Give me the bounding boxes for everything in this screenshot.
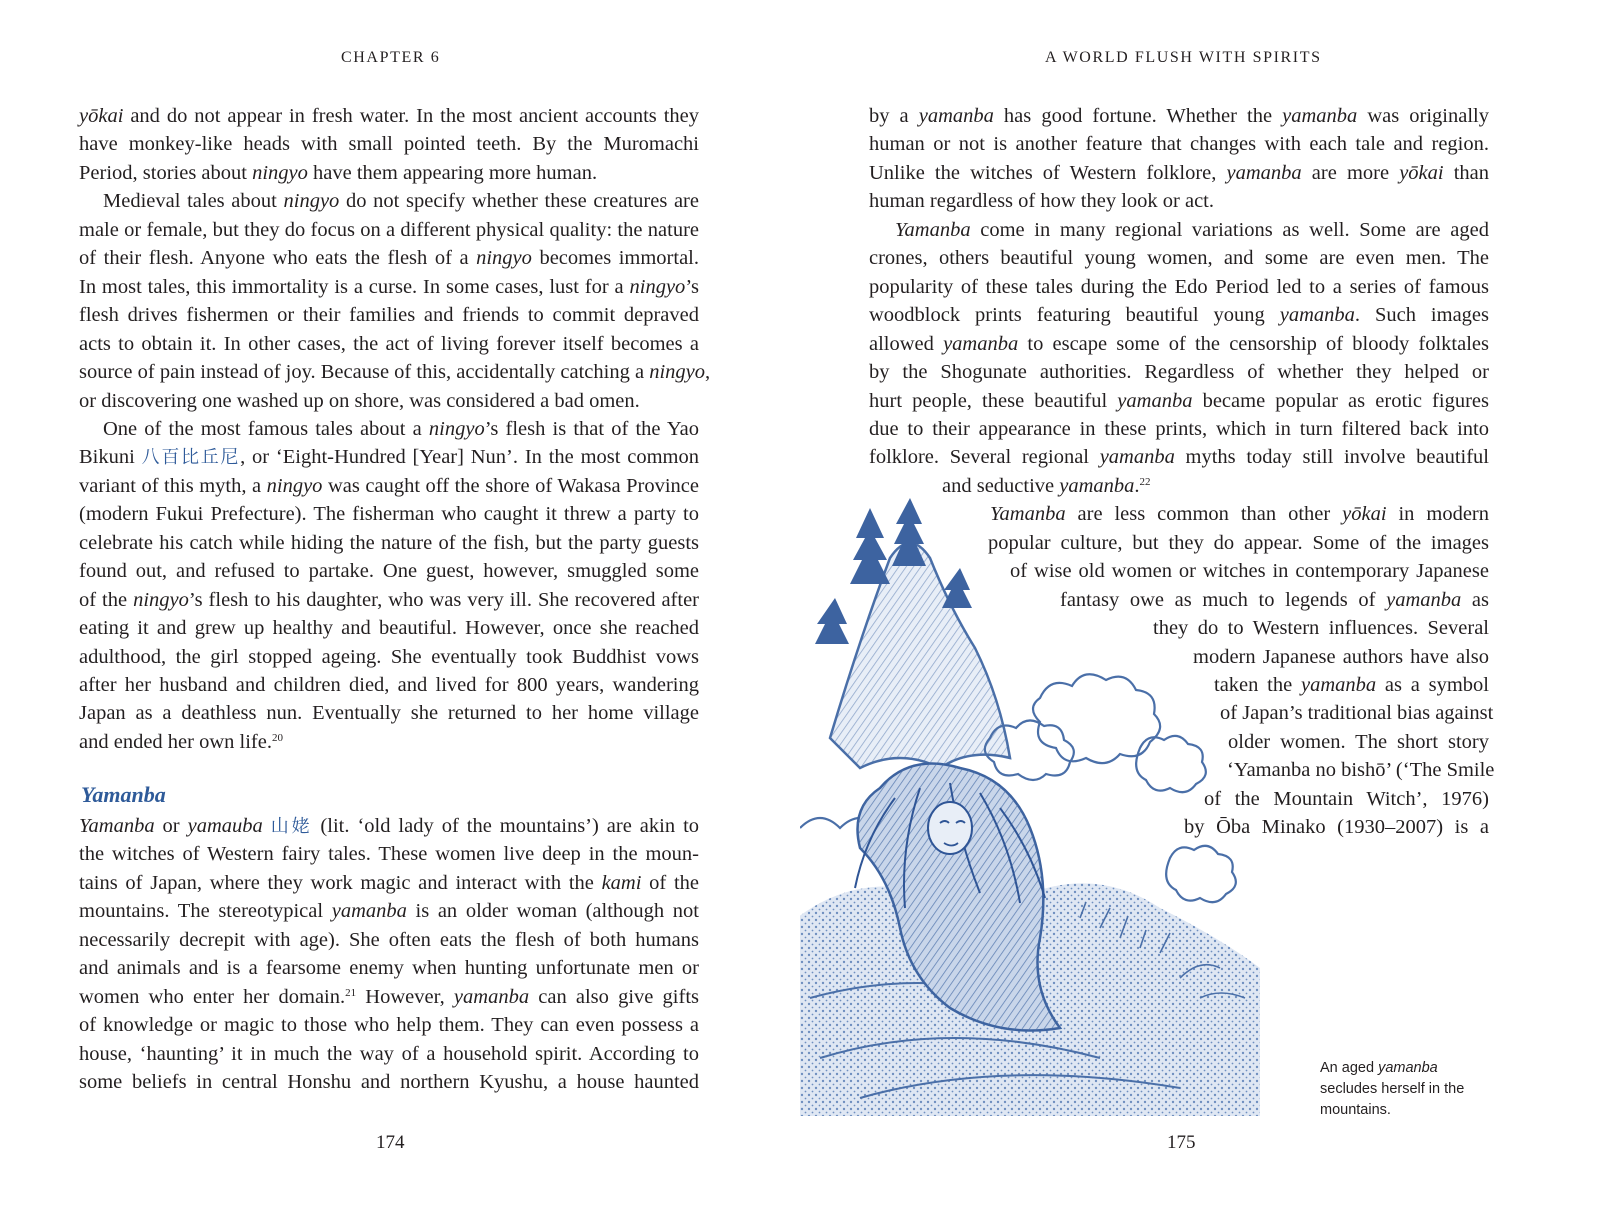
body-text-line: found out, and refused to partake. One guest, however, smuggled some — [79, 560, 699, 583]
body-text-line: mountains. The stereotypical yamanba is an older woman (although not — [79, 900, 699, 923]
body-text-line: by a yamanba has good fortune. Whether the yamanba was originally — [869, 105, 1489, 127]
body-text-line: of the ningyo’s flesh to his daughter, who was very ill. She recovered after — [79, 588, 699, 611]
body-text-line: fantasy owe as much to legends of yamanba as — [1060, 588, 1490, 611]
body-text-line: tains of Japan, where they work magic and interact with the kami of the — [79, 871, 699, 894]
body-text-line: older women. The short story — [1228, 730, 1489, 753]
body-text-line: necessarily decrepit with age). She often eats the flesh of both humans — [79, 928, 699, 951]
body-text-line: Unlike the witches of Western folklore, yamanba are more yōkai than — [869, 161, 1490, 184]
body-text-line: of knowledge or magic to those who help them. They can even possess a — [79, 1014, 699, 1037]
body-text-line: women who enter her domain.$^{21}$ However, yamanba can also give gifts — [79, 985, 699, 1008]
body-text-line: popularity of these tales during the Edo Period led to a series of famous — [869, 275, 1489, 298]
body-text-line: celebrate his catch while hiding the nature of the fish, but the party guests — [79, 531, 699, 554]
body-text-line: and animals and is a fearsome enemy when hunting unfortunate men or — [79, 957, 699, 980]
body-text-line: One of the most famous tales about a ningyo’s flesh is that of the Yao — [103, 417, 699, 440]
body-text-line: they do to Western influences. Several — [1153, 617, 1489, 640]
body-text-line: allowed yamanba to escape some of the censorship of bloody folktales — [869, 332, 1489, 355]
body-text-line: of the Mountain Witch’, 1976) — [1204, 787, 1489, 810]
body-text-line: eating it and grew up healthy and beautiful. However, once she reached — [79, 617, 699, 640]
body-text-line: by the Shogunate authorities. Regardless of whether they helped or — [869, 361, 1489, 384]
body-text-line: yōkai and do not appear in fresh water. In the most ancient accounts they — [79, 105, 699, 127]
page-number-right: 175 — [1167, 1132, 1196, 1153]
body-text-line: Yamanba are less common than other yōkai in modern — [990, 503, 1489, 526]
figure-caption — [1320, 1058, 1480, 1121]
body-text-line: Period, stories about ningyo have them appearing more human. — [79, 161, 598, 184]
body-text-line: woodblock prints featuring beautiful young yamanba. Such images — [869, 304, 1489, 327]
body-text-line: flesh drives fishermen or their families and friends to commit depraved — [79, 304, 699, 327]
body-text-line: In most tales, this immortality is a curse. In some cases, lust for a ningyo’s — [79, 275, 699, 298]
body-text-line: taken the yamanba as a symbol — [1214, 674, 1489, 696]
body-text-line: acts to obtain it. In other cases, the act of living forever itself becomes a — [79, 332, 699, 355]
body-text-line: adulthood, the girl stopped ageing. She eventually took Buddhist vows — [79, 645, 699, 668]
caption-text: An aged yamanba secludes herself in the mountains. — [1320, 1060, 1465, 1118]
body-text-line: due to their appearance in these prints, which in turn filtered back into — [869, 417, 1489, 440]
body-text-line: of Japan’s traditional bias against — [1220, 702, 1494, 725]
body-text-line: of their flesh. Anyone who eats the flesh of a ningyo becomes immortal. — [79, 247, 699, 270]
section-heading: Yamanba — [81, 782, 166, 807]
body-text-line: modern Japanese authors have also — [1193, 645, 1489, 668]
body-text-line: Japan as a deathless nun. Eventually she returned to her home village — [79, 702, 699, 725]
left-page — [0, 0, 790, 1216]
body-text-line: Yamanba come in many regional variations as well. Some are aged — [895, 218, 1489, 241]
body-text-line: some beliefs in central Honshu and northern Kyushu, a house haunted — [79, 1071, 699, 1094]
body-text-line: and ended her own life.$^{20}$ — [79, 730, 283, 753]
body-text-line: Yamanba or yamauba 山姥 (lit. ‘old lady of the mountains’) are akin to — [79, 815, 700, 837]
body-text-line: and seductive yamanba.$^{22}$ — [942, 474, 1151, 497]
body-text-line: Medieval tales about ningyo do not specify whether these creatures are — [103, 190, 699, 213]
body-text-line: the witches of Western fairy tales. These women live deep in the moun- — [79, 843, 699, 866]
yamanba-illustration — [800, 498, 1300, 1116]
body-text-line: crones, others beautiful young women, and some are even men. The — [869, 247, 1489, 270]
body-text-line: house, ‘haunting’ it in much the way of a household spirit. According to — [79, 1042, 699, 1065]
body-text-line: variant of this myth, a ningyo was caught off the shore of Wakasa Province — [79, 474, 699, 497]
body-text-line: hurt people, these beautiful yamanba became popular as erotic figures — [869, 389, 1489, 412]
body-text-line: (modern Fukui Prefecture). The fisherman who caught it threw a party to — [79, 503, 699, 526]
body-text-line: by Ōba Minako (1930–2007) is a — [1184, 816, 1489, 839]
body-text-line: or discovering one washed up on shore, was considered a bad omen. — [79, 389, 640, 412]
body-text-line: have monkey-like heads with small pointed teeth. By the Muromachi — [79, 133, 699, 156]
body-text-line: ‘Yamanba no bishō’ (‘The Smile — [1227, 759, 1495, 782]
body-text-line: Bikuni 八百比丘尼, or ‘Eight-Hundred [Year] Nun’. In the most common — [79, 446, 699, 469]
body-text-line: male or female, but they do focus on a different physical quality: the nature — [79, 218, 699, 241]
body-text-line: folklore. Several regional yamanba myths today still involve beautiful — [869, 446, 1489, 469]
body-text-line: of wise old women or witches in contemporary Japanese — [1010, 560, 1489, 583]
page-number-left: 174 — [376, 1132, 405, 1153]
body-text-line: human or not is another feature that changes with each tale and region. — [869, 133, 1489, 156]
body-text-line: human regardless of how they look or act. — [869, 190, 1214, 213]
running-head-left: CHAPTER 6 — [341, 49, 441, 66]
body-text-line: popular culture, but they do appear. Some of the images — [988, 531, 1489, 554]
body-text-line: source of pain instead of joy. Because of this, accidentally catching a ningyo, — [79, 361, 711, 384]
running-head-right: A WORLD FLUSH WITH SPIRITS — [1045, 49, 1322, 66]
body-text-line: after her husband and children died, and lived for 800 years, wandering — [79, 674, 699, 696]
